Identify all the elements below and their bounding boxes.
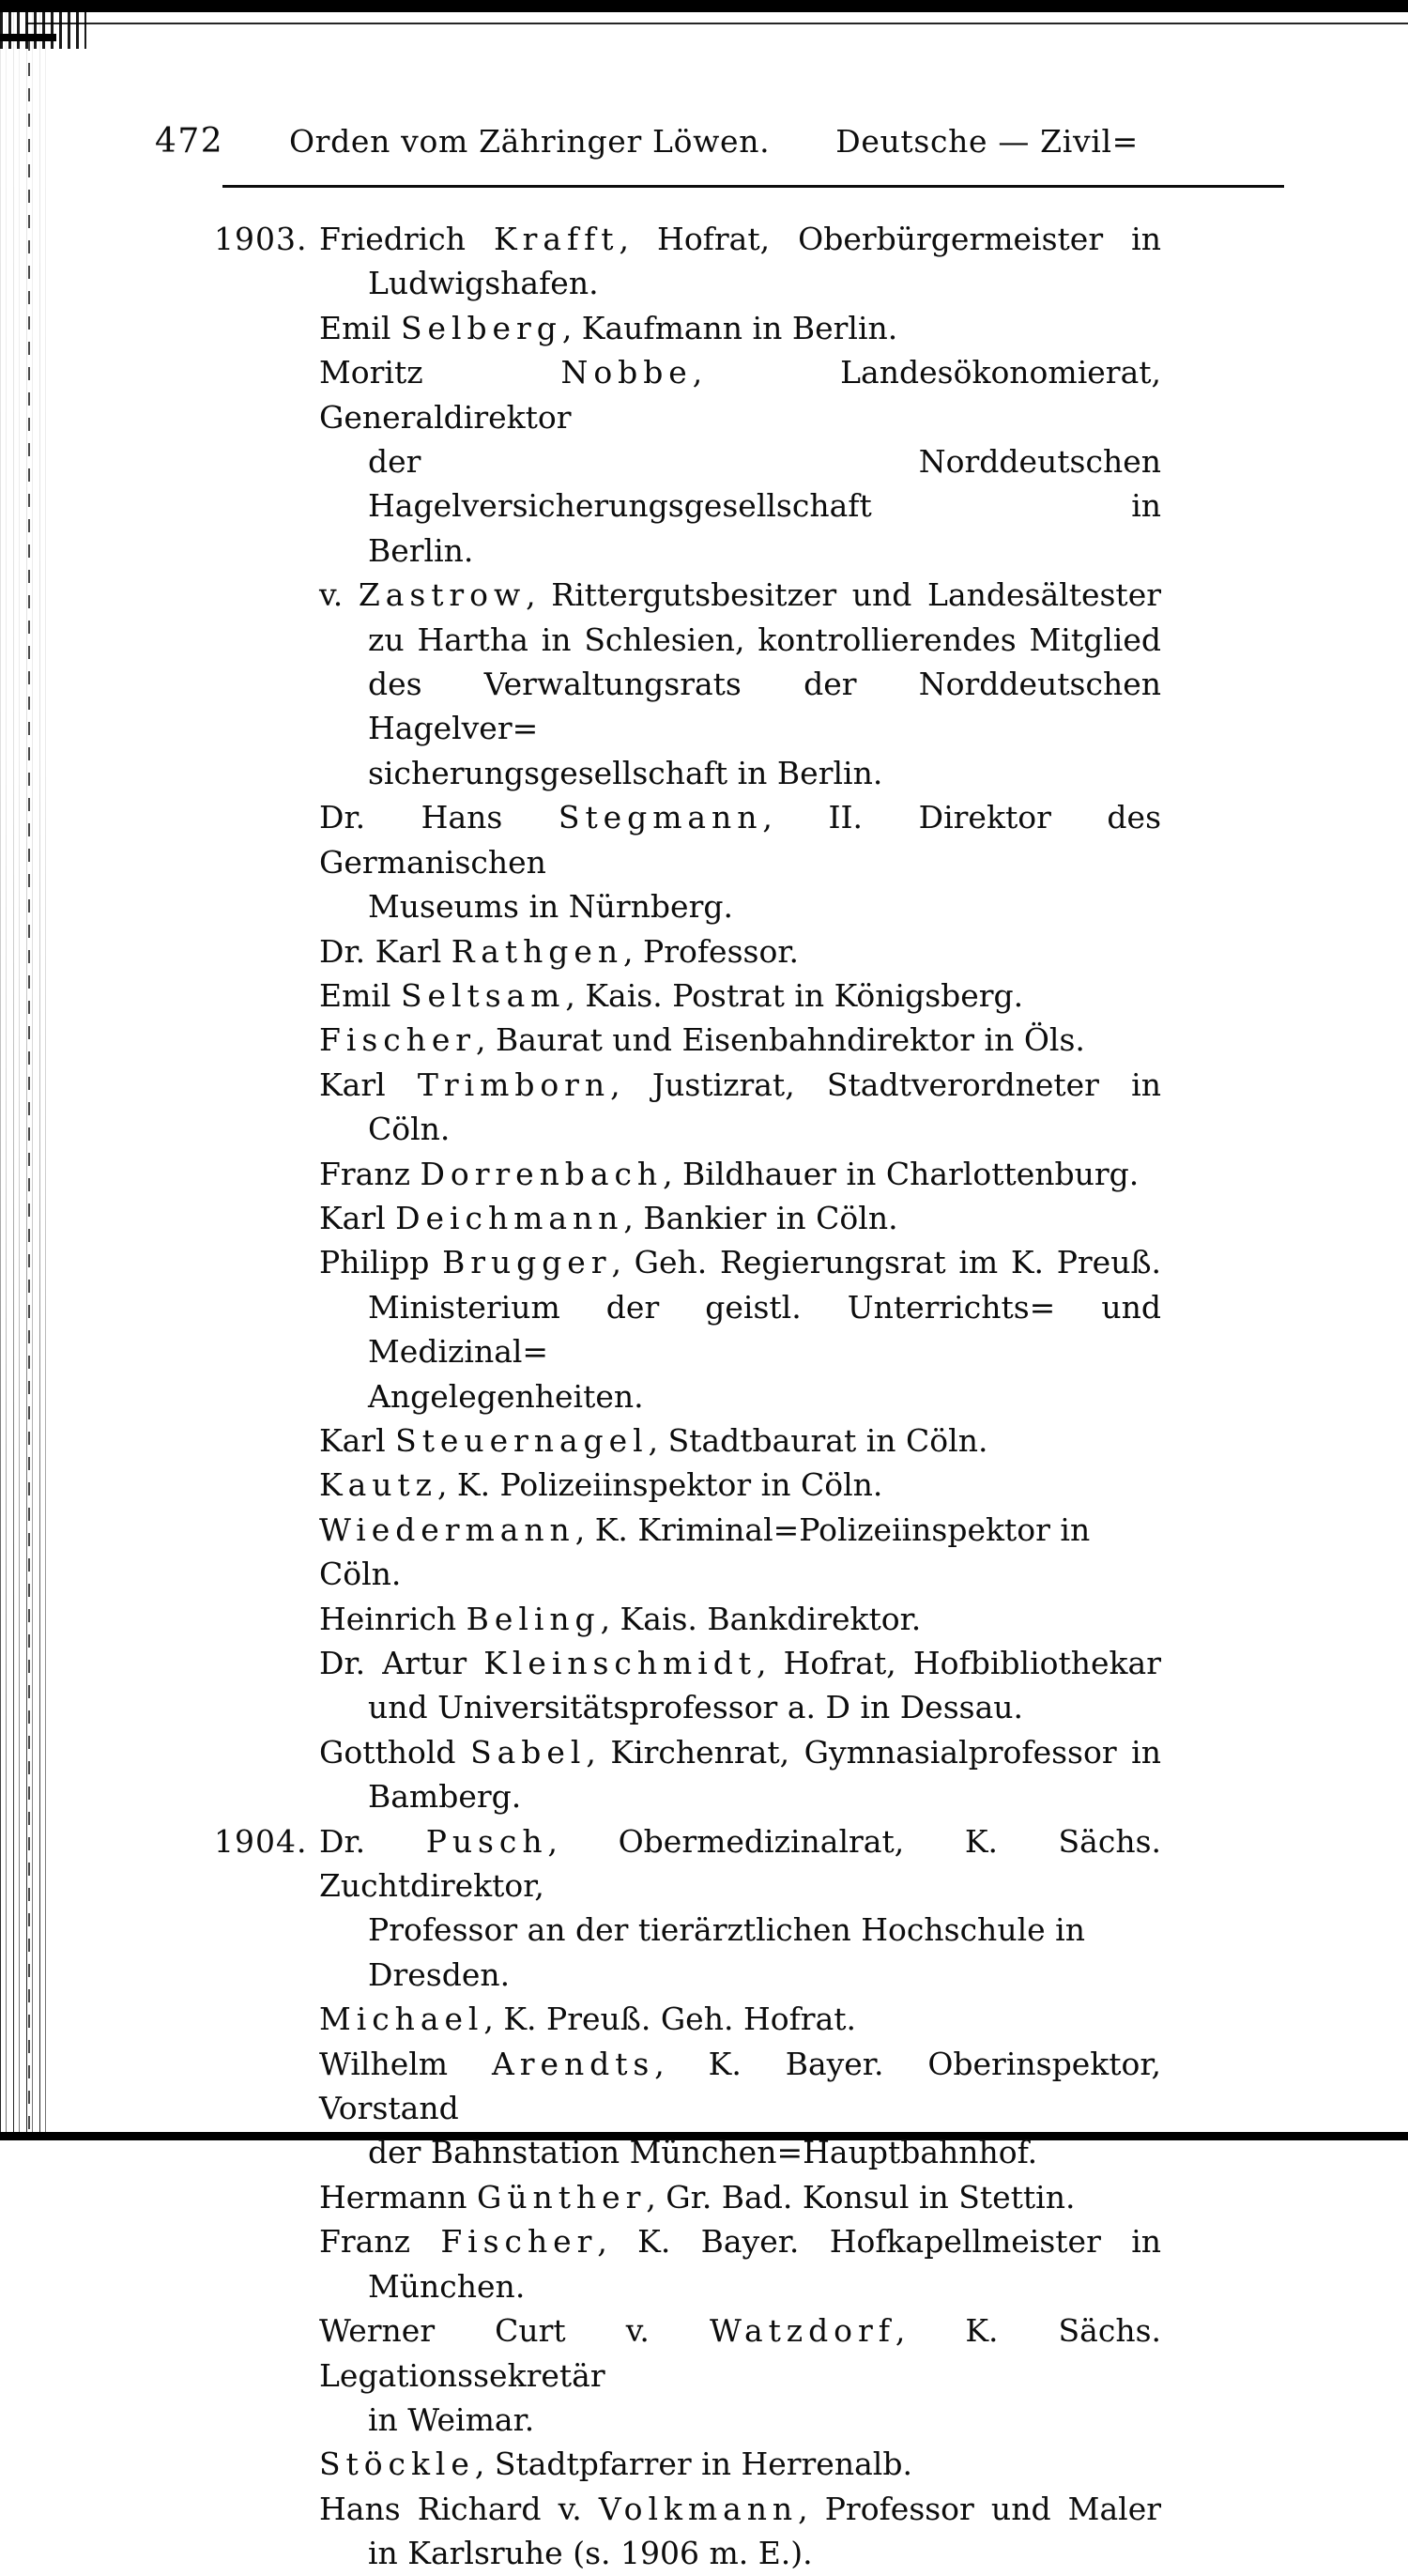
entry-text: , Obermedizinalrat, K. Sächs. Zuchtdirektor, <box>319 1822 1161 1905</box>
entry-line <box>319 2531 1161 2575</box>
entry-line <box>319 974 1161 1018</box>
entry-line <box>319 1240 1161 1284</box>
scan-edge-top-line <box>26 23 1408 24</box>
entry-text: Karl <box>319 1199 396 1236</box>
person-name: Arendts <box>491 2045 655 2082</box>
entry-text: , II. Direktor des Germanischen <box>319 799 1162 881</box>
entry-text: , Kais. Bankdirektor. <box>600 1600 922 1637</box>
entry-text: , Gr. Bad. Konsul in Stettin. <box>646 2178 1076 2216</box>
entry-text: , Hofrat, Oberbürgermeister in <box>619 221 1161 257</box>
entry-text: Ludwigshafen. <box>368 265 599 302</box>
entry-text: sicherungsgesellschaft in Berlin. <box>368 754 883 791</box>
entry <box>319 1152 1161 1196</box>
entry-line <box>319 1997 1161 2041</box>
header-title: Orden vom Zähringer Löwen. <box>288 123 771 160</box>
entry-line <box>319 2042 1161 2131</box>
year-label: 1903. <box>214 221 308 257</box>
entry-text: Franz <box>319 2223 441 2261</box>
entry-text: , Kaufmann in Berlin. <box>561 309 898 346</box>
entry-line <box>319 618 1161 662</box>
entry-list <box>214 217 1162 2576</box>
entry-text: München. <box>368 2267 526 2305</box>
entry <box>319 350 1161 573</box>
entry-line <box>319 2264 1161 2308</box>
entry-text: Franz <box>319 1155 421 1192</box>
entry <box>319 929 1161 974</box>
entry-line <box>319 1774 1161 1818</box>
scan-left-dashed-line <box>28 38 30 2140</box>
entry-line <box>319 1196 1161 1240</box>
entry-text: Werner Curt v. <box>319 2312 710 2350</box>
entry-line <box>319 1597 1161 1641</box>
entry-text: und Universitätsprofessor a. D in Dessau. <box>368 1689 1023 1726</box>
entry-line <box>319 1107 1161 1151</box>
person-name: Günther <box>477 2178 647 2216</box>
scan-edge-top-bar <box>0 0 1408 12</box>
entry-text: , Hofrat, Hofbibliothekar <box>757 1645 1161 1681</box>
entry-text: , Professor und Maler <box>798 2490 1161 2527</box>
entry-text: Dr. Artur <box>319 1645 484 1681</box>
entry-line <box>319 261 1161 305</box>
entry <box>319 1997 1161 2041</box>
entry-text: , Geh. Regierungsrat im K. Preuß. <box>611 1244 1161 1281</box>
entry-text: , Bildhauer in Charlottenburg. <box>663 1155 1140 1192</box>
entry-line <box>319 1285 1161 1374</box>
entry-text: in Karlsruhe (s. 1906 m. E.). <box>368 2535 813 2572</box>
person-name: Zastrow <box>358 576 527 614</box>
entry-text: , Baurat und Eisenbahndirektor in Öls. <box>476 1021 1085 1059</box>
entry-line <box>319 1641 1161 1685</box>
entry-line <box>319 795 1161 884</box>
entry-text: Moritz <box>319 354 561 391</box>
entry-text: Angelegenheiten. <box>368 1377 644 1415</box>
person-name: Krafft <box>494 221 620 257</box>
entry-text: Heinrich <box>319 1600 467 1637</box>
entry-line <box>319 1374 1161 1418</box>
entry-text: Hans Richard v. <box>319 2490 599 2527</box>
person-name: Kautz <box>319 1466 437 1504</box>
entry-line <box>319 1508 1161 1597</box>
entry <box>319 2442 1161 2486</box>
entry-text: Karl <box>319 1066 418 1103</box>
entry-text: , Bankier in Cöln. <box>623 1199 898 1236</box>
person-name: Rathgen <box>451 932 624 970</box>
entry-line <box>319 751 1161 795</box>
entry <box>319 1018 1161 1062</box>
entry-text: Professor an der tierärztlichen Hochschule in Dresden. <box>368 1911 1085 1993</box>
entry-line <box>319 2487 1161 2531</box>
person-name: Volkmann <box>598 2490 799 2527</box>
entry-text: des Verwaltungsrats der Norddeutschen Hagelver= <box>368 666 1161 747</box>
entry-text: , K. Kriminal=Polizeiinspektor in Cöln. <box>319 1510 1091 1593</box>
entry <box>319 2175 1161 2219</box>
entry <box>214 1819 1161 1998</box>
entry-text: , Landesökonomierat, Generaldirektor <box>319 354 1162 436</box>
header-rule <box>222 185 1284 188</box>
entry-line <box>319 217 1161 261</box>
entry-text: Dr. Hans <box>319 799 559 836</box>
person-name: Stöckle <box>319 2446 475 2483</box>
entry-text: Museums in Nürnberg. <box>368 888 733 926</box>
entry <box>319 1418 1161 1463</box>
entry-text: , K. Bayer. Oberinspektor, Vorstand <box>319 2045 1161 2127</box>
entry <box>319 1730 1161 1819</box>
entry-text: Friedrich <box>319 221 495 257</box>
entry-text: Bamberg. <box>368 1778 522 1816</box>
entry-text: zu Hartha in Schlesien, kontrollierendes Mitglied <box>368 621 1161 658</box>
running-header <box>155 122 1139 161</box>
entry-line <box>319 573 1161 617</box>
entry-line <box>319 1152 1161 1196</box>
entry-line <box>319 1418 1161 1463</box>
person-name: Stegmann <box>558 799 763 836</box>
entry-text: , Kais. Postrat in Königsberg. <box>565 976 1024 1014</box>
entry-text: Cöln. <box>368 1111 451 1148</box>
entry <box>319 1597 1161 1641</box>
page-number: 472 <box>155 122 224 161</box>
person-name: Brugger <box>442 1244 612 1281</box>
entry <box>319 2042 1161 2175</box>
entry-line <box>319 350 1161 439</box>
entry <box>319 2308 1161 2442</box>
entry-text: Berlin. <box>368 531 474 569</box>
entry <box>319 1196 1161 1240</box>
person-name: Pusch <box>425 1822 548 1860</box>
person-name: Wiedermann <box>319 1510 575 1548</box>
entry-line <box>319 2219 1161 2263</box>
entry-text: Philipp <box>319 1244 443 1281</box>
person-name: Michael <box>319 2001 484 2038</box>
entry-line <box>319 1063 1161 1107</box>
entry <box>319 573 1161 795</box>
entry-text: Dr. <box>319 1822 426 1860</box>
entry <box>319 795 1161 928</box>
entry-line <box>319 2398 1161 2442</box>
person-name: Watzdorf <box>709 2312 895 2350</box>
entry-text: , Justizrat, Stadtverordneter in <box>610 1066 1161 1103</box>
entry-line <box>319 1463 1161 1507</box>
entry <box>319 1240 1161 1418</box>
entry-line <box>319 2308 1161 2398</box>
entry <box>319 2487 1161 2576</box>
entry-text: , K. Bayer. Hofkapellmeister in <box>597 2223 1161 2261</box>
entry-line <box>319 1730 1161 1774</box>
person-name: Nobbe <box>560 354 693 391</box>
entry-text: Karl <box>319 1421 396 1459</box>
entry-text: Gotthold <box>319 1733 471 1771</box>
entry-line <box>319 662 1161 751</box>
entry-text: Hermann <box>319 2178 478 2216</box>
entry <box>319 1463 1161 1507</box>
entry-line <box>319 929 1161 974</box>
entry <box>319 1508 1161 1597</box>
entry <box>319 974 1161 1018</box>
entry-line <box>319 884 1161 928</box>
person-name: Deichmann <box>395 1199 624 1236</box>
entry <box>319 1641 1161 1730</box>
entry-text: in Weimar. <box>368 2400 535 2438</box>
entry-text: , K. Preuß. Geh. Hofrat. <box>483 2001 857 2038</box>
entry-text: Emil <box>319 976 401 1014</box>
entry-line <box>319 1819 1161 1909</box>
entry-text: der Bahnstation München=Hauptbahnhof. <box>368 2134 1038 2171</box>
entry-text: Dr. Karl <box>319 932 451 970</box>
entry-line <box>319 2442 1161 2486</box>
entry-line <box>319 439 1161 529</box>
person-name: Dorrenbach <box>420 1155 664 1192</box>
entry-line <box>319 1685 1161 1729</box>
entry-text: , Professor. <box>623 932 799 970</box>
entry-line <box>319 306 1161 350</box>
entry <box>319 2219 1161 2308</box>
entry-line <box>319 1018 1161 1062</box>
entry-line <box>319 2175 1161 2219</box>
year-label: 1904. <box>214 1822 308 1860</box>
person-name: Sabel <box>470 1733 587 1771</box>
entry-line <box>319 529 1161 573</box>
scan-left-artifact-band <box>0 0 53 2140</box>
person-name: Selberg <box>400 309 562 346</box>
entry <box>319 1063 1161 1152</box>
person-name: Fischer <box>319 1021 477 1059</box>
entry <box>214 217 1161 306</box>
person-name: Fischer <box>440 2223 598 2261</box>
person-name: Beling <box>466 1600 601 1637</box>
entry-text: , K. Polizeiinspektor in Cöln. <box>436 1466 883 1504</box>
entry-text: , K. Sächs. Legationssekretär <box>319 2312 1161 2394</box>
person-name: Steuernagel <box>395 1421 649 1459</box>
entry-text: , Kirchenrat, Gymnasialprofessor in <box>586 1733 1161 1771</box>
person-name: Kleinschmidt <box>483 1645 758 1681</box>
entry-line <box>319 1908 1161 1997</box>
entry-text: v. <box>319 576 359 614</box>
entry-line <box>319 2130 1161 2174</box>
person-name: Trimborn <box>417 1066 611 1103</box>
entry <box>319 306 1161 350</box>
entry-text: Ministerium der geistl. Unterrichts= und Medizinal= <box>368 1288 1161 1371</box>
entry-text: , Rittergutsbesitzer und Landesältester <box>526 576 1161 614</box>
entry-text: der Norddeutschen Hagelversicherungsgesellschaft in <box>368 443 1161 525</box>
entry-text: Emil <box>319 309 401 346</box>
entry-text: , Stadtpfarrer in Herrenalb. <box>474 2446 912 2483</box>
entry-text: , Stadtbaurat in Cöln. <box>648 1421 988 1459</box>
entry-text: Wilhelm <box>319 2045 492 2082</box>
person-name: Seltsam <box>400 976 566 1014</box>
header-subtitle: Deutsche — Zivil= <box>835 123 1139 160</box>
